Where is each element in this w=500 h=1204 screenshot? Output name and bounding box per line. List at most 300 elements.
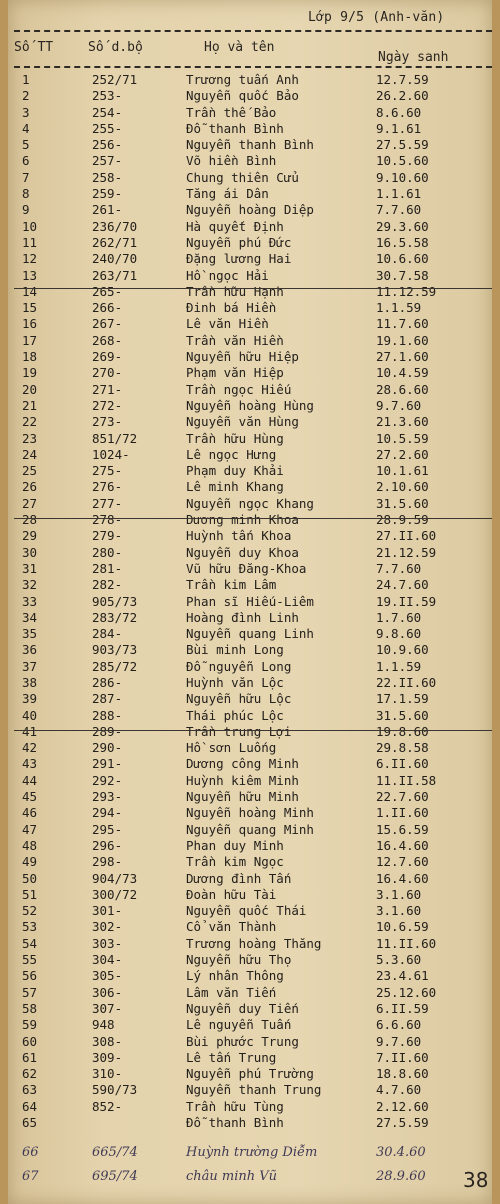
row-number: 2	[22, 88, 30, 104]
birth-date: 6.II.59	[376, 1000, 429, 1016]
student-list	[8, 72, 492, 1193]
birth-date: 31.5.60	[376, 495, 429, 511]
row-number: 39	[22, 691, 38, 707]
registry-number: 258-	[92, 169, 123, 185]
registry-number: 284-	[92, 626, 123, 642]
student-name: Lê tấn Trung	[186, 1049, 277, 1065]
registry-number: 1024-	[92, 446, 130, 462]
birth-date: 7.7.60	[376, 560, 422, 576]
registry-number: 275-	[92, 463, 123, 479]
registry-number: 292-	[92, 772, 123, 788]
student-name: Phạm văn Hiệp	[186, 365, 284, 381]
birth-date: 12.7.59	[376, 72, 429, 87]
registry-number: 306-	[92, 984, 123, 1000]
list-item	[8, 349, 492, 365]
student-name: Trần trung Lợi	[186, 723, 292, 739]
row-number: 44	[22, 772, 38, 788]
student-name: Nguyễn hoàng Diệp	[186, 202, 314, 218]
student-name: Tăng ái Dân	[186, 186, 269, 202]
student-name: Trần thế Bảo	[186, 104, 277, 120]
row-number: 63	[22, 1082, 38, 1098]
student-name: Nguyễn hoàng Hùng	[186, 397, 314, 413]
student-name: Bùi minh Long	[186, 642, 284, 658]
list-item	[8, 1099, 492, 1115]
list-item	[8, 1066, 492, 1082]
registry-number: 300/72	[92, 886, 138, 902]
row-number: 54	[22, 935, 38, 951]
birth-date: 10.4.59	[376, 365, 429, 381]
birth-date: 28.9.59	[376, 512, 429, 528]
birth-date: 1.7.60	[376, 609, 422, 625]
row-number: 26	[22, 479, 38, 495]
registry-number: 262/71	[92, 234, 138, 250]
student-name: Lý nhân Thông	[186, 968, 284, 984]
list-item	[8, 919, 492, 935]
registry-number: 903/73	[92, 642, 138, 658]
student-name: Trần kim Ngọc	[186, 854, 284, 870]
registry-number: 266-	[92, 300, 123, 316]
student-name: Cổ văn Thành	[186, 919, 277, 935]
row-number: 64	[22, 1098, 38, 1114]
student-name: Hoàng đình Linh	[186, 609, 299, 625]
list-item	[8, 170, 492, 186]
row-number: 12	[22, 251, 38, 267]
registry-number: 665/74	[92, 1145, 138, 1161]
list-item	[8, 447, 492, 463]
row-number: 4	[22, 120, 30, 136]
list-item	[8, 512, 492, 528]
birth-date: 1.1.61	[376, 186, 422, 202]
header-dob: Ngày sanh	[378, 50, 449, 65]
student-name: Nguyễn hữu Hiệp	[186, 349, 299, 365]
student-name: Phan sĩ Hiếu-Liêm	[186, 593, 314, 609]
strike-line	[14, 518, 492, 519]
list-item	[8, 202, 492, 218]
registry-number: 257-	[92, 153, 123, 169]
birth-date: 9.10.60	[376, 169, 429, 185]
birth-date: 25.12.60	[376, 984, 437, 1000]
student-name: Nguyễn thanh Bình	[186, 137, 314, 153]
registry-number: 285/72	[92, 658, 138, 674]
birth-date: 11.7.60	[376, 316, 429, 332]
student-name: Nguyễn văn Hùng	[186, 414, 299, 430]
registry-number: 695/74	[92, 1169, 138, 1185]
list-item	[8, 382, 492, 398]
list-item	[8, 773, 492, 789]
class-title: Lớp 9/5 (Anh-văn)	[308, 10, 445, 25]
student-name: Huỳnh tấn Khoa	[186, 528, 292, 544]
list-item	[8, 594, 492, 610]
list-item	[8, 936, 492, 952]
registry-number: 277-	[92, 495, 123, 511]
registry-number: 301-	[92, 903, 123, 919]
page-number: 38	[463, 1168, 489, 1192]
birth-date: 10.6.60	[376, 251, 429, 267]
row-number: 11	[22, 234, 38, 250]
row-number: 5	[22, 137, 30, 153]
list-item	[8, 1017, 492, 1033]
row-number: 28	[22, 512, 38, 528]
registry-number: 303-	[92, 935, 123, 951]
birth-date: 9.1.61	[376, 120, 422, 136]
list-item	[8, 871, 492, 887]
list-item	[8, 137, 492, 153]
registry-number: 851/72	[92, 430, 138, 446]
row-number: 23	[22, 430, 38, 446]
row-number: 33	[22, 593, 38, 609]
row-number: 13	[22, 267, 38, 283]
row-number: 45	[22, 789, 38, 805]
list-item	[8, 72, 492, 88]
registry-number: 948	[92, 1017, 115, 1033]
registry-number: 905/73	[92, 593, 138, 609]
student-name: Huỳnh trường Diễm	[186, 1145, 318, 1161]
list-item	[8, 284, 492, 300]
row-number: 47	[22, 821, 38, 837]
birth-date: 9.7.60	[376, 397, 422, 413]
list-item	[8, 887, 492, 903]
birth-date: 19.1.60	[376, 332, 429, 348]
row-number: 40	[22, 707, 38, 723]
birth-date: 16.4.60	[376, 870, 429, 886]
row-number: 41	[22, 723, 38, 739]
list-item	[8, 724, 492, 740]
birth-date: 19.II.59	[376, 593, 437, 609]
registry-number: 283/72	[92, 609, 138, 625]
registry-number: 252/71	[92, 72, 138, 87]
list-item	[8, 496, 492, 512]
row-number: 48	[22, 837, 38, 853]
list-item	[8, 675, 492, 691]
header-stt: Số TT	[14, 40, 54, 55]
birth-date: 16.4.60	[376, 837, 429, 853]
student-name: Hồ ngọc Hải	[186, 267, 269, 283]
registry-number: 263/71	[92, 267, 138, 283]
list-item	[8, 789, 492, 805]
registry-number: 270-	[92, 365, 123, 381]
registry-number: 268-	[92, 332, 123, 348]
strike-line	[14, 288, 492, 289]
list-item	[8, 968, 492, 984]
list-item	[8, 268, 492, 284]
registry-number: 304-	[92, 952, 123, 968]
student-name: Nguyễn ngọc Khang	[186, 495, 314, 511]
row-number: 10	[22, 218, 38, 234]
list-item	[8, 854, 492, 870]
birth-date: 9.7.60	[376, 1033, 422, 1049]
birth-date: 18.8.60	[376, 1066, 429, 1082]
handwritten-item	[8, 1169, 492, 1193]
row-number: 32	[22, 577, 38, 593]
birth-date: 28.6.60	[376, 381, 429, 397]
row-number: 65	[22, 1115, 38, 1130]
birth-date: 21.3.60	[376, 414, 429, 430]
strike-line	[14, 730, 492, 731]
registry-number: 267-	[92, 316, 123, 332]
row-number: 24	[22, 446, 38, 462]
registry-number: 281-	[92, 560, 123, 576]
row-number: 31	[22, 560, 38, 576]
birth-date: 27.5.59	[376, 137, 429, 153]
registry-number: 305-	[92, 968, 123, 984]
registry-number: 289-	[92, 723, 123, 739]
row-number: 46	[22, 805, 38, 821]
student-name: Nguyễn quang Linh	[186, 626, 314, 642]
birth-date: 5.3.60	[376, 952, 422, 968]
list-item	[8, 431, 492, 447]
row-number: 60	[22, 1033, 38, 1049]
student-name: Lâm văn Tiến	[186, 984, 277, 1000]
registry-number: 287-	[92, 691, 123, 707]
student-name: Nguyễn quốc Thái	[186, 903, 307, 919]
student-name: Lê nguyễn Tuấn	[186, 1017, 292, 1033]
birth-date: 30.7.58	[376, 267, 429, 283]
row-number: 8	[22, 186, 30, 202]
student-name: Nguyễn duy Khoa	[186, 544, 299, 560]
list-item	[8, 121, 492, 137]
birth-date: 27.2.60	[376, 446, 429, 462]
student-name: Huỳnh kiêm Minh	[186, 772, 299, 788]
row-number: 67	[22, 1169, 39, 1185]
birth-date: 1.1.59	[376, 658, 422, 674]
row-number: 25	[22, 463, 38, 479]
list-item	[8, 838, 492, 854]
student-name: Thái phúc Lộc	[186, 707, 284, 723]
list-item	[8, 398, 492, 414]
birth-date: 11.II.60	[376, 935, 437, 951]
birth-date: 9.8.60	[376, 626, 422, 642]
birth-date: 27.5.59	[376, 1115, 429, 1130]
student-name: Vũ hữu Đăng-Khoa	[186, 560, 307, 576]
row-number: 30	[22, 544, 38, 560]
registry-number: 276-	[92, 479, 123, 495]
row-number: 50	[22, 870, 38, 886]
student-name: Trần kim Lâm	[186, 577, 277, 593]
birth-date: 22.II.60	[376, 674, 437, 690]
registry-number: 240/70	[92, 251, 138, 267]
student-name: Lê minh Khang	[186, 479, 284, 495]
roster-page	[8, 0, 492, 1204]
student-name: Trương hoàng Thăng	[186, 935, 322, 951]
row-number: 61	[22, 1049, 38, 1065]
list-item	[8, 952, 492, 968]
birth-date: 3.1.60	[376, 886, 422, 902]
registry-number: 256-	[92, 137, 123, 153]
list-item	[8, 626, 492, 642]
header-sdb: Số d.bộ	[88, 40, 143, 55]
row-number: 29	[22, 528, 38, 544]
registry-number: 272-	[92, 397, 123, 413]
birth-date: 1.II.60	[376, 805, 429, 821]
birth-date: 16.5.58	[376, 234, 429, 250]
row-number: 36	[22, 642, 38, 658]
row-number: 9	[22, 202, 30, 218]
registry-number: 236/70	[92, 218, 138, 234]
birth-date: 10.5.59	[376, 430, 429, 446]
list-item	[8, 1115, 492, 1131]
registry-number: 271-	[92, 381, 123, 397]
row-number: 56	[22, 968, 38, 984]
birth-date: 11.12.59	[376, 283, 437, 299]
birth-date: 30.4.60	[376, 1145, 426, 1161]
registry-number: 290-	[92, 740, 123, 756]
student-name: Bùi phước Trung	[186, 1033, 299, 1049]
student-name: Trần hữu Hạnh	[186, 283, 284, 299]
list-item	[8, 577, 492, 593]
registry-number: 298-	[92, 854, 123, 870]
registry-number: 269-	[92, 349, 123, 365]
birth-date: 4.7.60	[376, 1082, 422, 1098]
birth-date: 10.9.60	[376, 642, 429, 658]
row-number: 17	[22, 332, 38, 348]
birth-date: 22.7.60	[376, 789, 429, 805]
registry-number: 255-	[92, 120, 123, 136]
registry-number: 282-	[92, 577, 123, 593]
student-name: Dương đình Tấn	[186, 870, 292, 886]
list-item	[8, 219, 492, 235]
student-name: Đỗ thanh Bình	[186, 1115, 284, 1130]
row-number: 57	[22, 984, 38, 1000]
student-name: Phạm duy Khải	[186, 463, 284, 479]
registry-number: 259-	[92, 186, 123, 202]
row-number: 14	[22, 283, 38, 299]
header-bottom-rule	[14, 66, 492, 68]
registry-number: 273-	[92, 414, 123, 430]
list-item	[8, 642, 492, 658]
registry-number: 295-	[92, 821, 123, 837]
birth-date: 21.12.59	[376, 544, 437, 560]
birth-date: 17.1.59	[376, 691, 429, 707]
list-item	[8, 333, 492, 349]
student-name: Đỗ thanh Bình	[186, 120, 284, 136]
student-name: Đỗ nguyễn Long	[186, 658, 292, 674]
list-item	[8, 414, 492, 430]
student-name: Nguyễn phú Đức	[186, 234, 292, 250]
registry-number: 280-	[92, 544, 123, 560]
birth-date: 28.9.60	[376, 1169, 426, 1185]
list-item	[8, 186, 492, 202]
registry-number: 307-	[92, 1000, 123, 1016]
list-item	[8, 479, 492, 495]
birth-date: 7.II.60	[376, 1049, 429, 1065]
row-number: 58	[22, 1000, 38, 1016]
list-item	[8, 88, 492, 104]
registry-number: 852-	[92, 1098, 123, 1114]
student-name: Trần ngọc Hiếu	[186, 381, 292, 397]
student-name: Đoàn hữu Tài	[186, 886, 277, 902]
list-item	[8, 105, 492, 121]
row-number: 16	[22, 316, 38, 332]
row-number: 55	[22, 952, 38, 968]
header-top-rule	[14, 30, 492, 32]
student-name: Trần hữu Tùng	[186, 1098, 284, 1114]
student-name: Lê ngọc Hưng	[186, 446, 277, 462]
list-item	[8, 561, 492, 577]
birth-date: 24.7.60	[376, 577, 429, 593]
list-item	[8, 235, 492, 251]
birth-date: 27.1.60	[376, 349, 429, 365]
birth-date: 10.6.59	[376, 919, 429, 935]
list-item	[8, 903, 492, 919]
registry-number: 309-	[92, 1049, 123, 1065]
student-name: Nguyễn quốc Bảo	[186, 88, 299, 104]
registry-number: 265-	[92, 283, 123, 299]
student-name: Nguyễn hữu Lộc	[186, 691, 292, 707]
birth-date: 15.6.59	[376, 821, 429, 837]
registry-number: 590/73	[92, 1082, 138, 1098]
student-name: Nguyễn duy Tiến	[186, 1000, 299, 1016]
student-name: Hà quyết Định	[186, 218, 284, 234]
registry-number: 293-	[92, 789, 123, 805]
birth-date: 6.6.60	[376, 1017, 422, 1033]
list-item	[8, 985, 492, 1001]
student-name: Phan duy Minh	[186, 837, 284, 853]
registry-number: 310-	[92, 1066, 123, 1082]
birth-date: 2.12.60	[376, 1098, 429, 1114]
row-number: 18	[22, 349, 38, 365]
student-name: Hồ sơn Luống	[186, 740, 277, 756]
handwritten-item	[8, 1145, 492, 1169]
student-name: Nguyễn hoàng Minh	[186, 805, 314, 821]
list-item	[8, 708, 492, 724]
row-number: 19	[22, 365, 38, 381]
row-number: 53	[22, 919, 38, 935]
row-number: 1	[22, 72, 30, 87]
registry-number: 288-	[92, 707, 123, 723]
student-name: châu minh Vũ	[186, 1169, 278, 1185]
registry-number: 261-	[92, 202, 123, 218]
student-name: Nguyễn phú Trường	[186, 1066, 314, 1082]
row-number: 35	[22, 626, 38, 642]
student-name: Trần văn Hiền	[186, 332, 284, 348]
registry-number: 904/73	[92, 870, 138, 886]
row-number: 59	[22, 1017, 38, 1033]
student-name: Nguyễn hữu Thọ	[186, 952, 292, 968]
student-name: Lê văn Hiền	[186, 316, 269, 332]
student-name: Đinh bá Hiền	[186, 300, 277, 316]
row-number: 7	[22, 169, 30, 185]
list-item	[8, 1082, 492, 1098]
row-number: 15	[22, 300, 38, 316]
row-number: 27	[22, 495, 38, 511]
registry-number: 278-	[92, 512, 123, 528]
registry-number: 286-	[92, 674, 123, 690]
student-name: Trần hữu Hùng	[186, 430, 284, 446]
registry-number: 254-	[92, 104, 123, 120]
student-name: Võ hiền Bình	[186, 153, 277, 169]
row-number: 6	[22, 153, 30, 169]
student-name: Nguyễn hữu Minh	[186, 789, 299, 805]
student-name: Chung thiên Cửu	[186, 169, 299, 185]
list-item	[8, 463, 492, 479]
birth-date: 19.8.60	[376, 723, 429, 739]
birth-date: 7.7.60	[376, 202, 422, 218]
birth-date: 11.II.58	[376, 772, 437, 788]
row-number: 34	[22, 609, 38, 625]
list-item	[8, 365, 492, 381]
registry-number: 253-	[92, 88, 123, 104]
birth-date: 31.5.60	[376, 707, 429, 723]
header-name: Họ và tên	[204, 40, 275, 55]
row-number: 51	[22, 886, 38, 902]
list-item	[8, 153, 492, 169]
row-number: 22	[22, 414, 38, 430]
row-number: 43	[22, 756, 38, 772]
birth-date: 1.1.59	[376, 300, 422, 316]
registry-number: 279-	[92, 528, 123, 544]
registry-number: 296-	[92, 837, 123, 853]
student-name: Đặng lương Hai	[186, 251, 292, 267]
